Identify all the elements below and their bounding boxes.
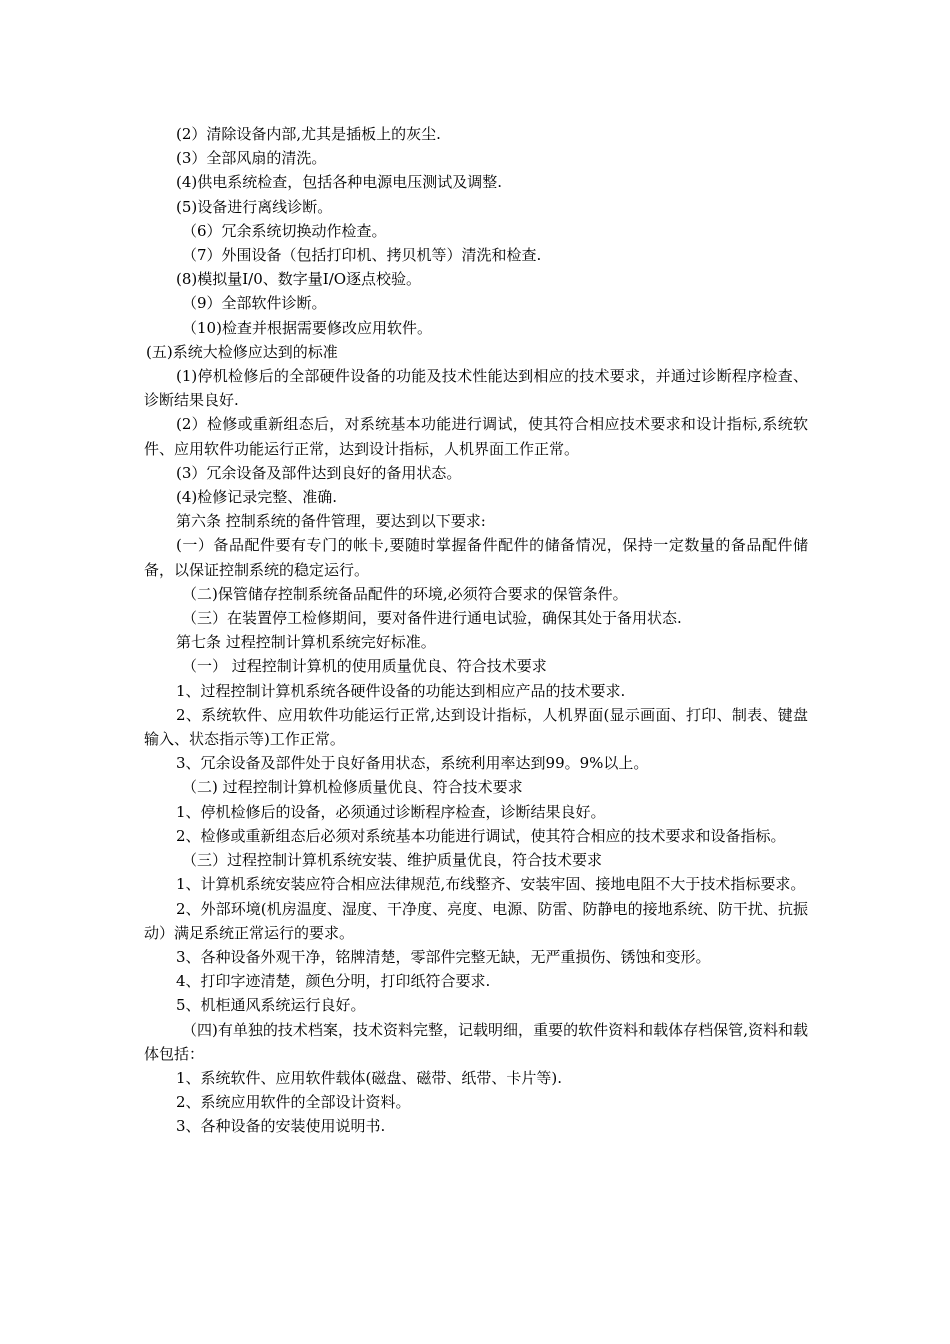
document-paragraph: 2、系统应用软件的全部设计资料。 xyxy=(176,1093,411,1112)
document-paragraph: (一）备品配件要有专门的帐卡,要随时掌握备件配件的储备情况，保持一定数量的备品配件储备，以保证控制系统的稳定运行。 xyxy=(144,536,808,579)
document-paragraph: (3）冗余设备及部件达到良好的备用状态。 xyxy=(176,463,462,482)
document-paragraph: 2、检修或重新组态后必须对系统基本功能进行调试，使其符合相应的技术要求和设备指标。 xyxy=(176,826,786,845)
document-paragraph: 5、机柜通风系统运行良好。 xyxy=(176,996,366,1015)
document-paragraph: (1)停机检修后的全部硬件设备的功能及技术性能达到相应的技术要求，并通过诊断程序检查、诊断结果良好. xyxy=(144,367,808,410)
document-paragraph: (2）检修或重新组态后，对系统基本功能进行调试，使其符合相应技术要求和设计指标,系统软件、应用软件功能运行正常，达到设计指标，人机界面工作正常。 xyxy=(144,415,808,458)
document-paragraph: 3、各种设备的安装使用说明书. xyxy=(176,1117,386,1136)
document-paragraph: 1、计算机系统安装应符合相应法律规范,布线整齐、安装牢固、接地电阻不大于技术指标要求。 xyxy=(176,875,806,894)
document-paragraph: （7）外围设备（包括打印机、拷贝机等）清洗和检查. xyxy=(182,246,542,265)
document-paragraph: (2）清除设备内部,尤其是插板上的灰尘. xyxy=(176,125,441,143)
document-paragraph: 3、各种设备外观干净，铭牌清楚，零部件完整无缺，无严重损伤、锈蚀和变形。 xyxy=(176,947,711,966)
document-paragraph: 2、系统软件、应用软件功能运行正常,达到设计指标，人机界面(显示画面、打印、制表、键盘输入、状态指示等)工作正常。 xyxy=(144,705,808,749)
document-body xyxy=(144,122,808,1139)
document-paragraph: (4)检修记录完整、准确. xyxy=(176,488,338,507)
document-paragraph: (5)设备进行离线诊断。 xyxy=(176,197,333,216)
document-paragraph: （二) 过程控制计算机检修质量优良、符合技术要求 xyxy=(182,778,523,797)
document-paragraph: （9）全部软件诊断。 xyxy=(182,294,327,313)
document-paragraph: (3）全部风扇的清洗。 xyxy=(176,149,327,168)
document-paragraph: （三）在装置停工检修期间，要对备件进行通电试验，确保其处于备用状态. xyxy=(182,609,682,628)
document-paragraph: （二)保管储存控制系统备品配件的环境,必须符合要求的保管条件。 xyxy=(182,584,628,603)
document-paragraph: （6）冗余系统切换动作检查。 xyxy=(182,221,387,240)
document-paragraph: 4、打印字迹清楚，颜色分明，打印纸符合要求. xyxy=(176,972,491,991)
document-paragraph: （三）过程控制计算机系统安装、维护质量优良，符合技术要求 xyxy=(182,851,603,870)
document-paragraph: (4)供电系统检查，包括各种电源电压测试及调整. xyxy=(176,173,503,192)
document-paragraph: 第七条 过程控制计算机系统完好标准。 xyxy=(176,633,436,652)
document-paragraph: 1、停机检修后的设备，必须通过诊断程序检查，诊断结果良好。 xyxy=(176,802,606,821)
document-paragraph: 1、系统软件、应用软件载体(磁盘、磁带、纸带、卡片等). xyxy=(176,1068,563,1087)
document-paragraph: 1、过程控制计算机系统各硬件设备的功能达到相应产品的技术要求. xyxy=(176,681,626,700)
document-paragraph: 第六条 控制系统的备件管理，要达到以下要求: xyxy=(176,512,486,531)
document-paragraph: (8)模拟量I/0、数字量I/O逐点校验。 xyxy=(176,270,422,289)
document-paragraph: （10)检查并根据需要修改应用软件。 xyxy=(182,318,432,337)
document-paragraph: （一） 过程控制计算机的使用质量优良、符合技术要求 xyxy=(182,657,547,676)
document-paragraph: (五)系统大检修应达到的标准 xyxy=(146,342,338,361)
document-paragraph: 3、冗余设备及部件处于良好备用状态，系统利用率达到99。9%以上。 xyxy=(176,754,649,773)
document-paragraph: 2、外部环境(机房温度、湿度、干净度、亮度、电源、防雷、防静电的接地系统、防干扰、抗振动）满足系统正常运行的要求。 xyxy=(144,899,808,942)
document-paragraph: （四)有单独的技术档案，技术资料完整，记载明细，重要的软件资料和载体存档保管,资料和载体包括： xyxy=(144,1020,808,1063)
